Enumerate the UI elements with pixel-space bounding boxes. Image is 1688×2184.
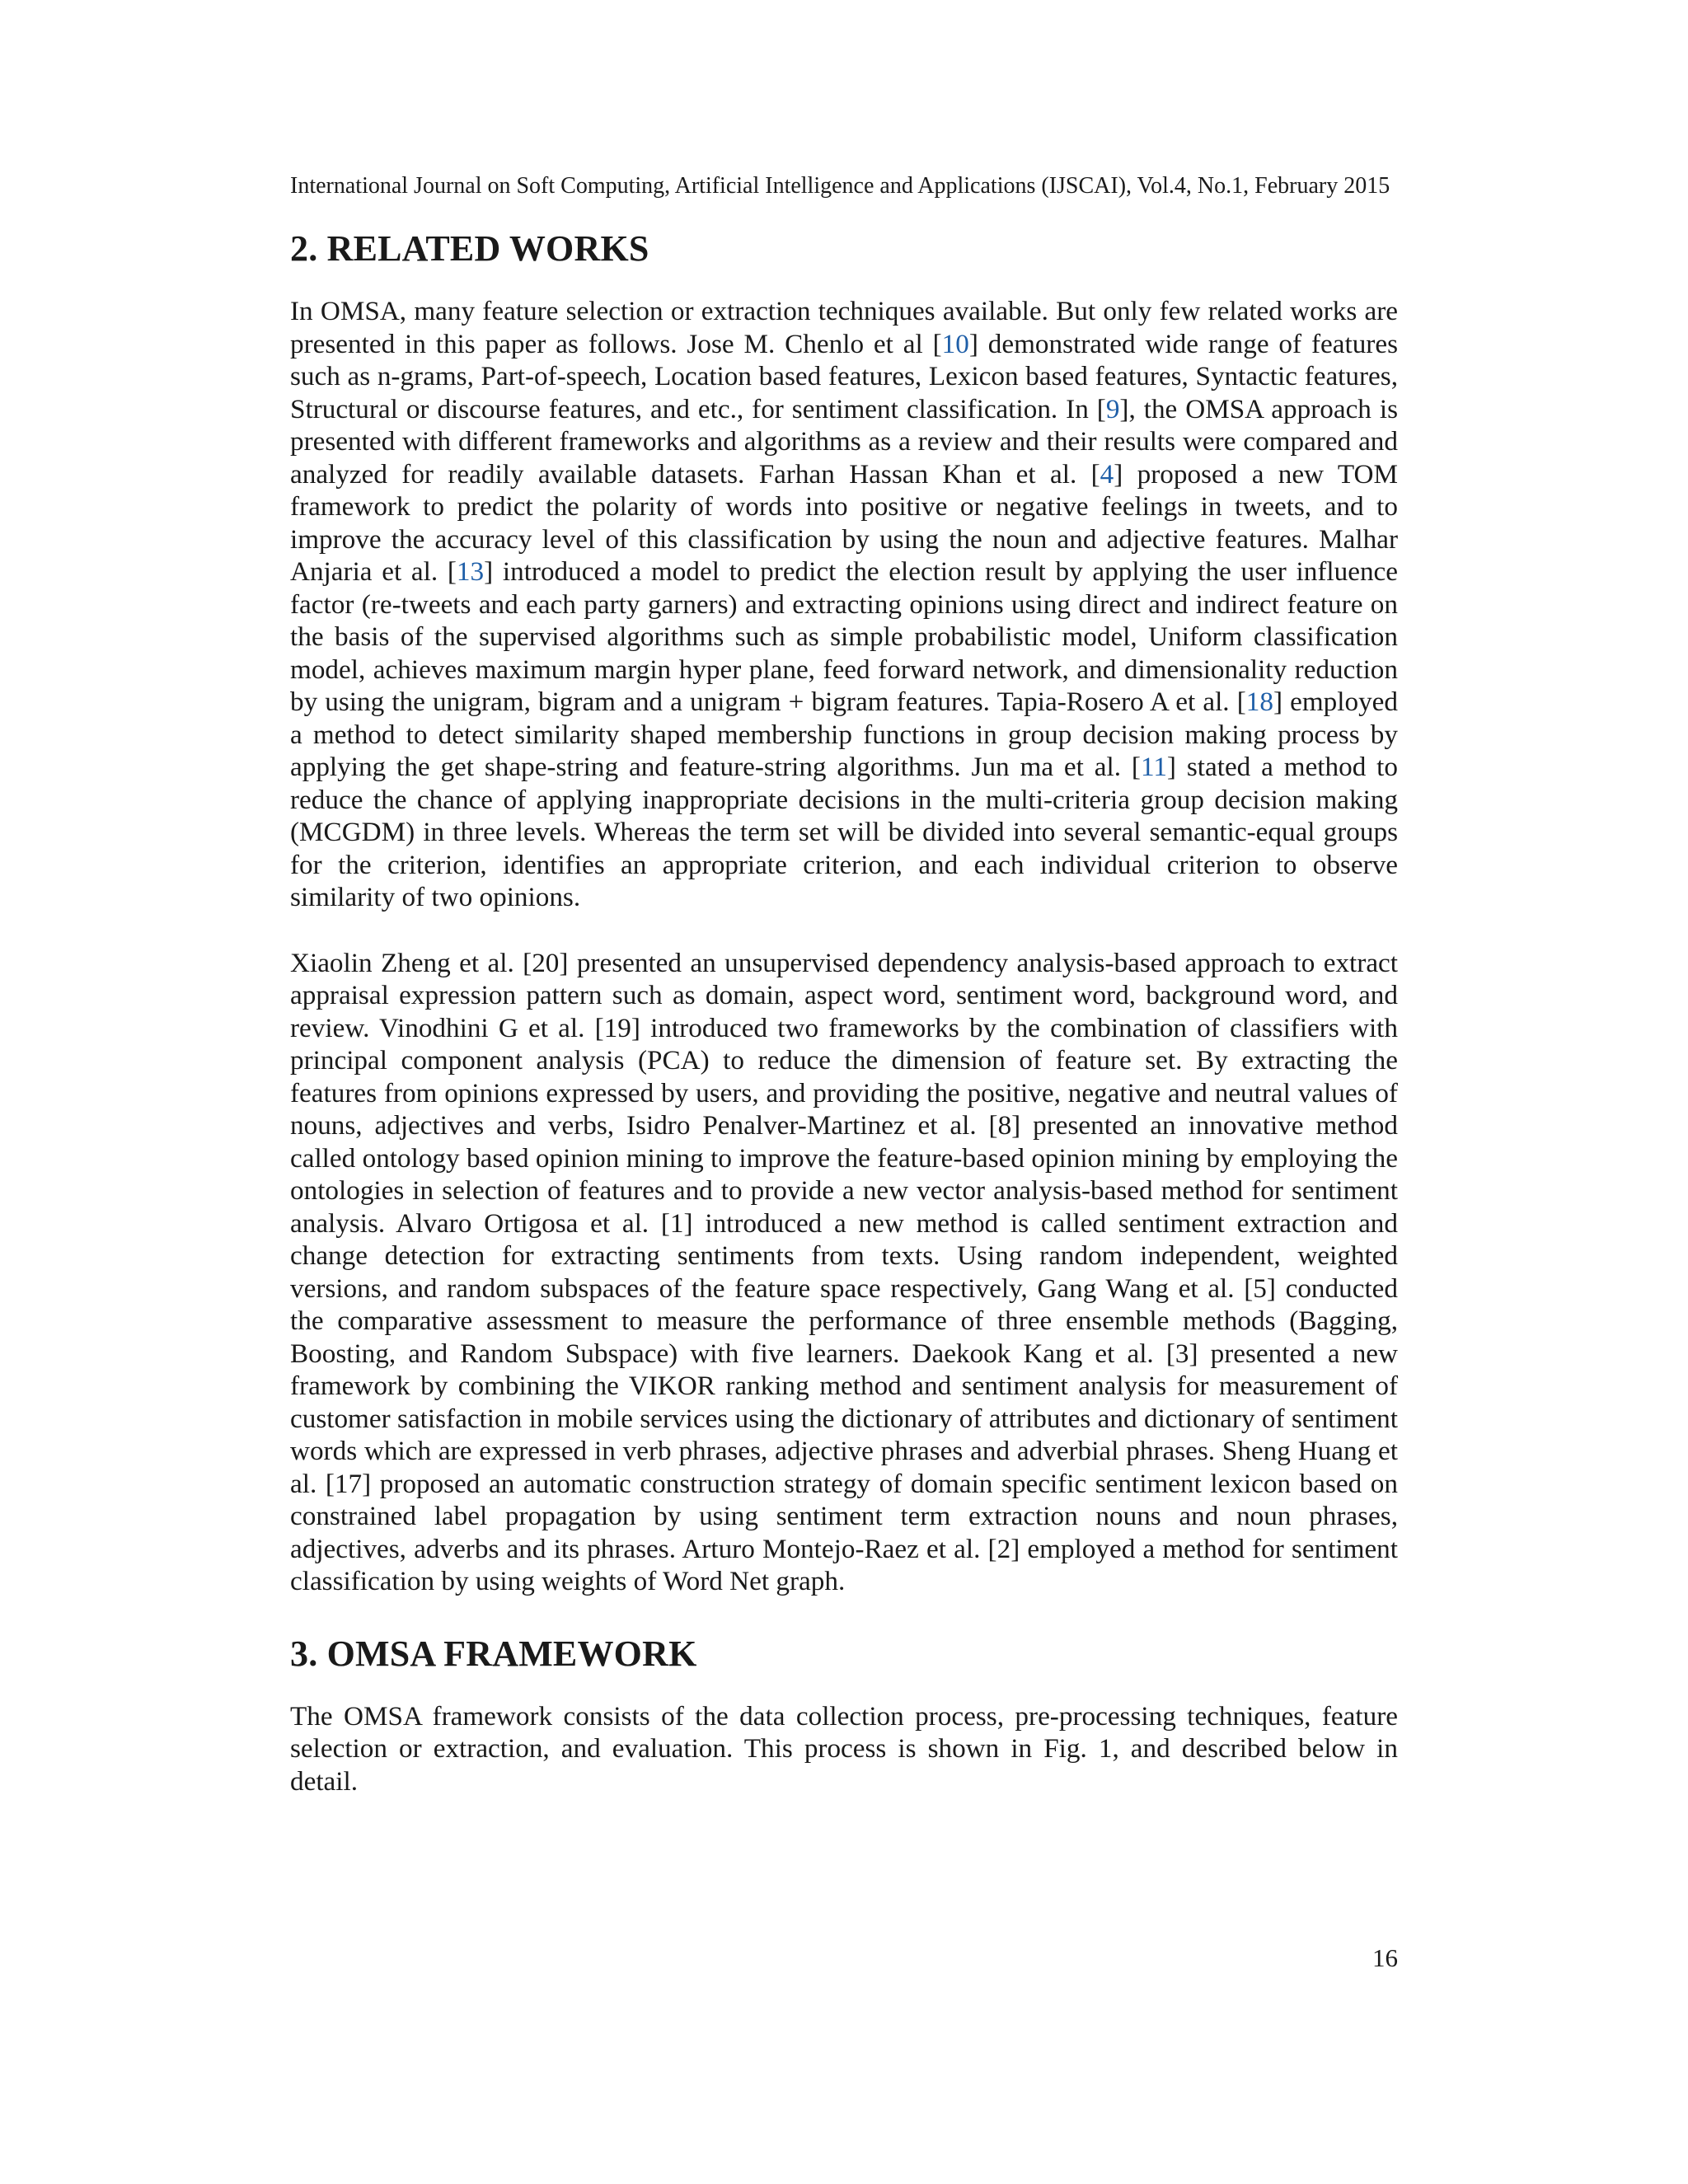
related-works-paragraph-1 [290,295,1398,914]
omsa-framework-paragraph-1: The OMSA framework consists of the data collection process, pre-processing techniques, feature selection or extraction, and evaluation. This process is shown in Fig. 1, and described below in detail. [290,1700,1398,1797]
citation-link-18[interactable]: 18 [1245,687,1273,717]
section-heading-omsa-framework: 3. OMSA FRAMEWORK [290,1633,697,1674]
text-run: ] proposed a new TOM framework to predict the polarity of words into positive or negative feelings in tweets, and to improve the accuracy level of this classification by using the noun and adjective features. Malhar Anjaria et al. [ [290,458,1398,587]
section-heading-related-works: 2. RELATED WORKS [290,228,649,269]
text-run: ] stated a method to reduce the chance of applying inappropriate decisions in the multi-criteria group decision making (MCGDM) in three levels. Whereas the term set will be divided into several semantic-equal groups for the criterion, identifies an appropriate criterion, and each individual criterion to observe similarity of two opinions. [290,752,1398,912]
citation-link-10[interactable]: 10 [941,328,969,359]
citation-link-4[interactable]: 4 [1100,458,1114,490]
citation-link-9[interactable]: 9 [1105,393,1120,424]
citation-link-11[interactable]: 11 [1140,752,1167,782]
text-run: ], the OMSA approach is presented with different frameworks and algorithms as a review and their results were compared and analyzed for readily available datasets. Farhan Hassan Khan et al. [ [290,393,1398,490]
text-run: ] demonstrated wide range of features such as n-grams, Part-of-speech, Location based features, Lexicon based features, Syntactic features, Structural or discourse features, and etc., for sentiment classification. In [ [290,328,1398,424]
text-run: ] introduced a model to predict the election result by applying the user influence factor (re-tweets and each party garners) and extracting opinions using direct and indirect feature on the basis of the supervised algorithms such as simple probabilistic model, Uniform classification model, achieves maximum margin hyper plane, feed forward network, and dimensionality reduction by using the unigram, bigram and a unigram + bigram features. Tapia-Rosero A et al. [ [290,556,1398,717]
page-body [290,221,1398,1830]
page-number: 16 [1372,1943,1398,1972]
text-run: In OMSA, many feature selection or extraction techniques available. But only few related works are presented in this paper as follows. Jose M. Chenlo et al [ [290,296,1398,359]
text-run: ] employed a method to detect similarity shaped membership functions in group decision making process by applying the get shape-string and feature-string algorithms. Jun ma et al. [ [290,687,1398,782]
related-works-paragraph-2: Xiaolin Zheng et al. [20] presented an unsupervised dependency analysis-based approach to extract appraisal expression pattern such as domain, aspect word, sentiment word, background word, and review. Vinodhini G et al. [19] introduced two frameworks by the combination of classifiers with principal component analysis (PCA) to reduce the dimension of feature set. By extracting the features from opinions expressed by users, and providing the positive, negative and neutral values of nouns, adjectives and verbs, Isidro Penalver-Martinez et al. [8] presented an innovative method called ontology based opinion mining to improve the feature-based opinion mining by employing the ontologies in selection of features and to provide a new vector analysis-based method for sentiment analysis. Alvaro Ortigosa et al. [1] introduced a new method is called sentiment extraction and change detection for extracting sentiments from texts. Using random independent, weighted versions, and random subspaces of the feature space respectively, Gang Wang et al. [5] conducted the comparative assessment to measure the performance of three ensemble methods (Bagging, Boosting, and Random Subspace) with five learners. Daekook Kang et al. [3] presented a new framework by combining the VIKOR ranking method and sentiment analysis for measurement of customer satisfaction in mobile services using the dictionary of attributes and dictionary of sentiment words which are expressed in verb phrases, adjective phrases and adverbial phrases. Sheng Huang et al. [17] proposed an automatic construction strategy of domain specific sentiment lexicon based on constrained label propagation by using sentiment term extraction nouns and noun phrases, adjectives, adverbs and its phrases. Arturo Montejo-Raez et al. [2] employed a method for sentiment classification by using weights of Word Net graph. [290,947,1398,1596]
running-header: International Journal on Soft Computing, Artificial Intelligence and Applications (IJSCAI), Vol.4, No.1, February 2015 [290,173,1390,199]
citation-link-13[interactable]: 13 [456,556,485,587]
